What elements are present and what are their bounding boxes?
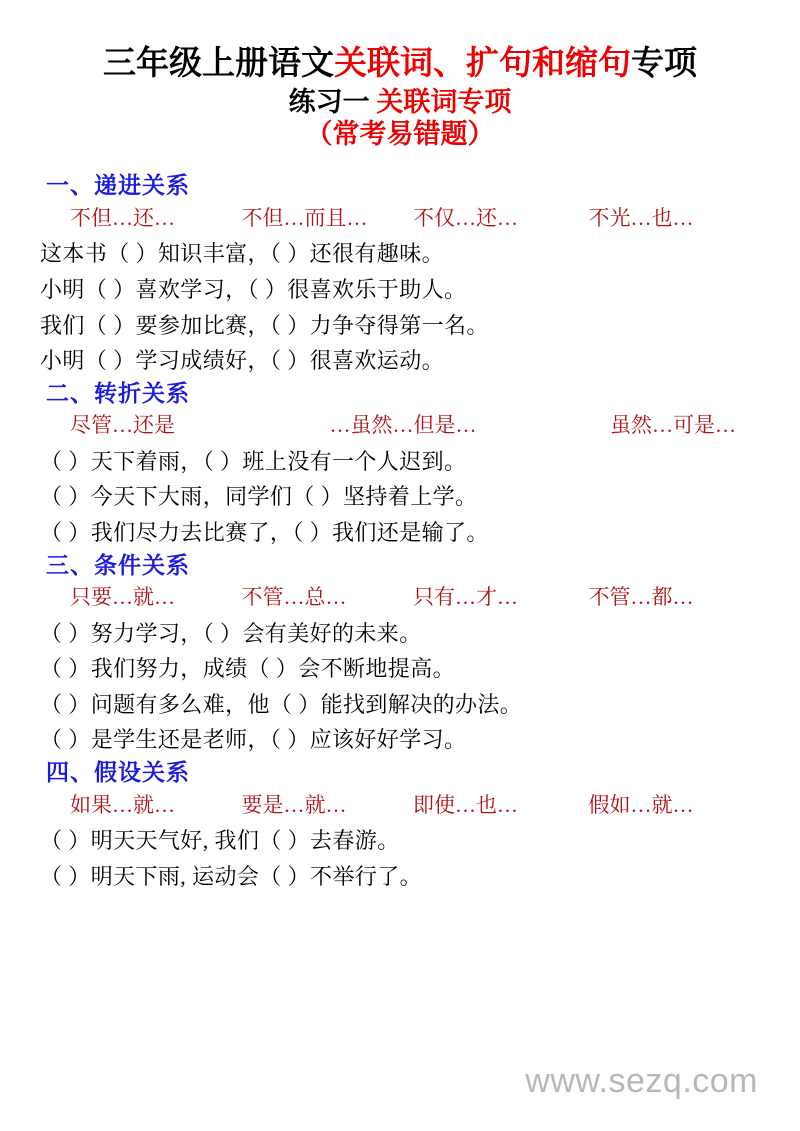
- sections-container: [40, 171, 760, 894]
- section-4-questions: [40, 823, 760, 894]
- conjunction-item: 即使…也…: [413, 792, 518, 817]
- conjunction-item: 不管…总…: [241, 585, 347, 610]
- question-item: （ ）努力学习，（ ）会有美好的未来。: [40, 620, 422, 646]
- title-suffix: 专项: [631, 46, 697, 82]
- question-item: （ ）我们尽力去比赛了，（ ）我们还是输了。: [40, 520, 489, 546]
- title-line-subtitle: [40, 87, 760, 117]
- question-item: 我们（ ）要参加比赛，（ ）力争夺得第一名。: [40, 312, 489, 338]
- subtitle-highlight: 关联词专项: [376, 86, 512, 117]
- document-title: [40, 46, 760, 149]
- section-2-heading: 二、转折关系: [46, 380, 190, 406]
- section-1-conjunctions: [40, 203, 760, 235]
- conjunction-item: 如果…就…: [70, 792, 175, 817]
- conjunction-item: 尽管…还是: [70, 413, 175, 438]
- conjunction-item: 不但…还…: [70, 205, 175, 230]
- question-item: （ ）是学生还是老师，（ ）应该好好学习。: [40, 727, 467, 753]
- question-item: （ ）明天下雨, 运动会（ ）不举行了。: [40, 863, 423, 889]
- section-3-heading: 三、条件关系: [46, 552, 190, 578]
- section-3-questions: [40, 616, 760, 759]
- title-line-primary: [40, 46, 760, 83]
- section-3: [40, 551, 760, 758]
- title-line-note: [40, 119, 760, 149]
- conjunction-item: 不管…都…: [588, 585, 694, 610]
- conjunction-item: …虽然…但是…: [329, 413, 477, 438]
- question-item: （ ）明天天气好, 我们（ ）去春游。: [40, 828, 400, 854]
- section-2-questions: [40, 444, 760, 551]
- section-2-conjunctions: [40, 410, 760, 442]
- title-highlight: 关联词、扩句和缩句: [334, 46, 631, 82]
- question-item: 小明（ ）喜欢学习，（ ）很喜欢乐于助人。: [40, 276, 467, 302]
- question-item: 小明（ ）学习成绩好，（ ）很喜欢运动。: [40, 348, 445, 374]
- conjunction-item: 要是…就…: [241, 792, 347, 817]
- conjunction-item: 不仅…还…: [413, 205, 518, 230]
- question-item: （ ）天下着雨，（ ）班上没有一个人迟到。: [40, 448, 467, 474]
- section-1-heading: 一、递进关系: [46, 173, 190, 199]
- section-1-questions: [40, 236, 760, 379]
- conjunction-item: 只要…就…: [70, 585, 175, 610]
- section-3-conjunctions: [40, 582, 760, 614]
- question-item: 这本书（ ）知识丰富，（ ）还很有趣味。: [40, 241, 445, 267]
- subtitle-prefix: 练习一: [288, 86, 377, 117]
- conjunction-item: 不光…也…: [588, 205, 694, 230]
- conjunction-item: 不但…而且…: [241, 205, 368, 230]
- section-2: [40, 379, 760, 551]
- title-note-text: （常考易错题）: [305, 119, 495, 150]
- conjunction-item: 假如…就…: [588, 792, 694, 817]
- conjunction-item: 只有…才…: [413, 585, 518, 610]
- question-item: （ ）问题有多么难，他（ ）能找到解决的办法。: [40, 691, 523, 717]
- conjunction-item: 虽然…可是…: [610, 413, 736, 438]
- section-1: [40, 171, 760, 378]
- site-watermark: www.sezq.com: [525, 1062, 758, 1100]
- section-4-heading: 四、假设关系: [46, 760, 190, 786]
- title-prefix: 三年级上册语文: [103, 46, 334, 82]
- section-4-conjunctions: [40, 790, 760, 822]
- question-item: （ ）我们努力，成绩（ ）会不断地提高。: [40, 656, 456, 682]
- section-4: [40, 758, 760, 894]
- question-item: （ ）今天下大雨，同学们（ ）坚持着上学。: [40, 484, 478, 510]
